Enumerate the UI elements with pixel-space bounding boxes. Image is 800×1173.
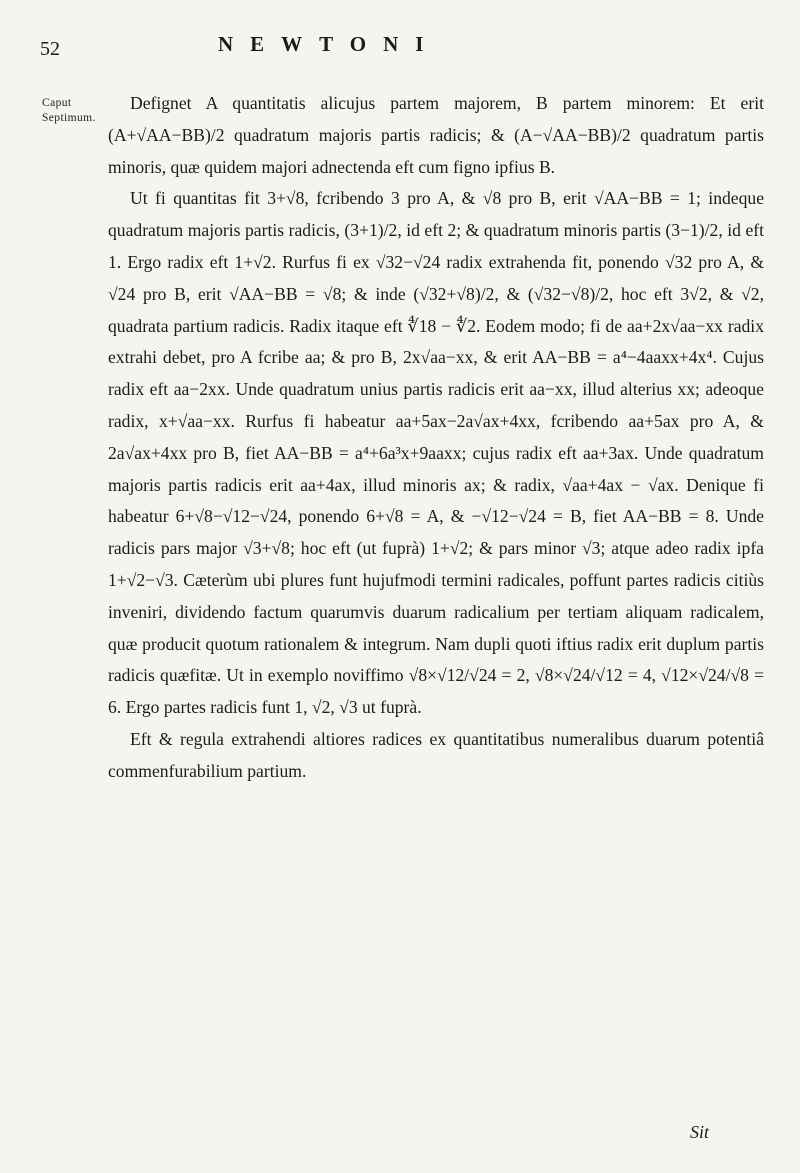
body-text bbox=[108, 88, 764, 788]
page-number: 52 bbox=[40, 38, 60, 60]
catchword: Sit bbox=[690, 1122, 710, 1142]
running-title: NEWTONI bbox=[218, 32, 441, 56]
margin-note-line-1: Caput bbox=[42, 97, 72, 109]
paragraph-1: Defignet A quantitatis alicujus partem majorem, B partem minorem: Et erit (A+√AA−BB)/2 quadratum majoris partis radicis; & (A−√AA−BB)/2 quadratum partis minoris, quæ quidem majori adnectenda eft cum figno ipfius B. bbox=[108, 93, 764, 177]
paragraph-2: Ut fi quantitas fit 3+√8, fcribendo 3 pro A, & √8 pro B, erit √AA−BB = 1; indeque quadratum majoris partis radicis, (3+1)/2, id eft 2; & quadratum minoris partis (3−1)/2, id eft 1. Ergo radix eft 1+√2. Rurfus fi ex √32−√24 radix extrahenda fit, ponendo √32 pro A, & √24 pro B, erit √AA−BB = √8; & inde (√32+√8)/2, & (√32−√8)/2, hoc eft 3√2, & √2, quadrata partium radicis. Radix itaque eft ∜18 − ∜2. Eodem modo; fi de aa+2x√aa−xx radix extrahi debet, pro A fcribe aa; & pro B, 2x√aa−xx, & erit AA−BB = a⁴−4aaxx+4x⁴. Cujus radix eft aa−2xx. Unde quadratum unius partis radicis erit aa−xx, illud alterius xx; adeoque radix, x+√aa−xx. Rurfus fi habeatur aa+5ax−2a√ax+4xx, fcribendo aa+5ax pro A, & 2a√ax+4xx pro B, fiet AA−BB = a⁴+6a³x+9aaxx; cujus radix eft aa+3ax. Unde quadratum majoris partis radicis erit aa+4ax, illud minoris ax; & radix, √aa+4ax − √ax. Denique fi habeatur 6+√8−√12−√24, ponendo 6+√8 = A, & −√12−√24 = B, fiet AA−BB = 8. Unde radicis pars major √3+√8; hoc eft (ut fuprà) 1+√2; & pars minor √3; atque adeo radix ipfa 1+√2−√3. Cæterùm ubi plures funt hujufmodi termini radicales, poffunt partes radicis citiùs inveniri, dividendo factum quarumvis duarum radicalium per tertiam aliquam radicalem, quæ producit quotum rationalem & integrum. Nam dupli quoti iftius radix erit duplum partis radicis quæfitæ. Ut in exemplo noviffimo √8×√12/√24 = 2, √8×√24/√12 = 4, √12×√24/√8 = 6. Ergo partes radicis funt 1, √2, √3 ut fuprà. bbox=[108, 188, 764, 718]
paragraph-3: Eft & regula extrahendi altiores radices ex quantitatibus numeralibus duarum potentiâ commenfurabilium partium. bbox=[108, 728, 764, 781]
margin-note-line-2: Septimum. bbox=[42, 112, 96, 124]
margin-note bbox=[42, 96, 96, 126]
